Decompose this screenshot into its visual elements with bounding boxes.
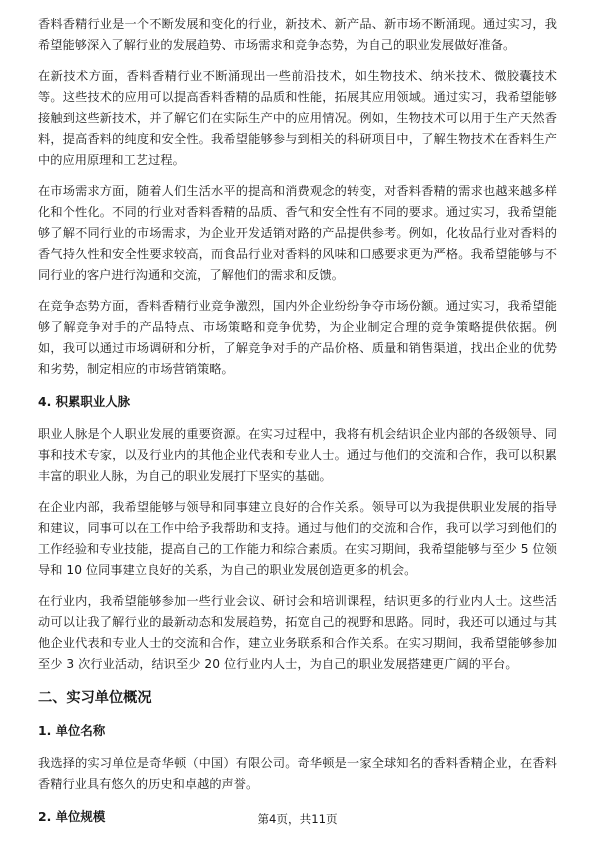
- section-heading-company-name: 1. 单位名称: [38, 723, 106, 738]
- page-footer: 第4页，共11页: [257, 812, 338, 826]
- body-paragraph: 在企业内部，我希望能够与领导和同事建立良好的合作关系。领导可以为我提供职业发展的指导和建议，同事可以在工作中给予我帮助和支持。通过与他们的交流和合作，我可以学习到他们的工作经验和专业技能，提高自己的工作能力和综合素质。在实习期间，我希望能够与至少 5 位领导和 10 位同事建立良好的关系，为自己的职业发展创造更多的机会。: [38, 500, 557, 577]
- body-paragraph: 在新技术方面，香料香精行业不断涌现出一些前沿技术，如生物技术、纳米技术、微胶囊技术等。这些技术的应用可以提高香料香精的品质和性能，拓展其应用领域。通过实习，我希望能够接触到这些新技术，并了解它们在实际生产中的应用情况。例如，生物技术可以用于生产天然香料，提高香料的纯度和安全性。我希望能够参与到相关的科研项目中，了解生物技术在香料生产中的应用原理和工艺过程。: [38, 69, 557, 167]
- body-paragraph: 职业人脉是个人职业发展的重要资源。在实习过程中，我将有机会结识企业内部的各级领导、同事和技术专家，以及行业内的其他企业代表和专业人士。通过与他们的交流和合作，我可以积累丰富的职业人脉，为自己的职业发展打下坚实的基础。: [38, 427, 557, 483]
- body-paragraph: 在行业内，我希望能够参加一些行业会议、研讨会和培训课程，结识更多的行业内人士。这些活动可以让我了解行业的最新动态和发展趋势，拓宽自己的视野和思路。同时，我还可以通过与其他企业代表和专业人士的交流和合作，建立业务联系和合作关系。在实习期间，我希望能够参加至少 3 次行业活动，结识至少 20 位行业内人士，为自己的职业发展搭建更广阔的平台。: [38, 594, 557, 671]
- chapter-heading-company-overview: 二、实习单位概况: [38, 690, 152, 706]
- body-paragraph: 我选择的实习单位是奇华顿（中国）有限公司。奇华顿是一家全球知名的香料香精企业，在香料香精行业具有悠久的历史和卓越的声誉。: [38, 756, 557, 791]
- body-paragraph: 香料香精行业是一个不断发展和变化的行业，新技术、新产品、新市场不断涌现。通过实习，我希望能够深入了解行业的发展趋势、市场需求和竞争态势，为自己的职业发展做好准备。: [38, 17, 557, 52]
- section-heading-networking: 4. 积累职业人脉: [38, 394, 130, 409]
- body-paragraph: 在市场需求方面，随着人们生活水平的提高和消费观念的转变，对香料香精的需求也越来越多样化和个性化。不同的行业对香料香精的品质、香气和安全性有不同的要求。通过实习，我希望能够了解不同行业的市场需求，为企业开发适销对路的产品提供参考。例如，化妆品行业对香料的香气持久性和安全性要求较高，而食品行业对香料的风味和口感要求更为严格。我希望能够与不同行业的客户进行沟通和交流，了解他们的需求和反馈。: [38, 184, 557, 282]
- section-heading-company-scale: 2. 单位规模: [38, 809, 106, 824]
- body-paragraph: 在竞争态势方面，香料香精行业竞争激烈，国内外企业纷纷争夺市场份额。通过实习，我希望能够了解竞争对手的产品特点、市场策略和竞争优势，为企业制定合理的竞争策略提供依据。例如，我可以通过市场调研和分析，了解竞争对手的产品价格、质量和销售渠道，找出企业的优势和劣势，制定相应的市场营销策略。: [38, 299, 557, 376]
